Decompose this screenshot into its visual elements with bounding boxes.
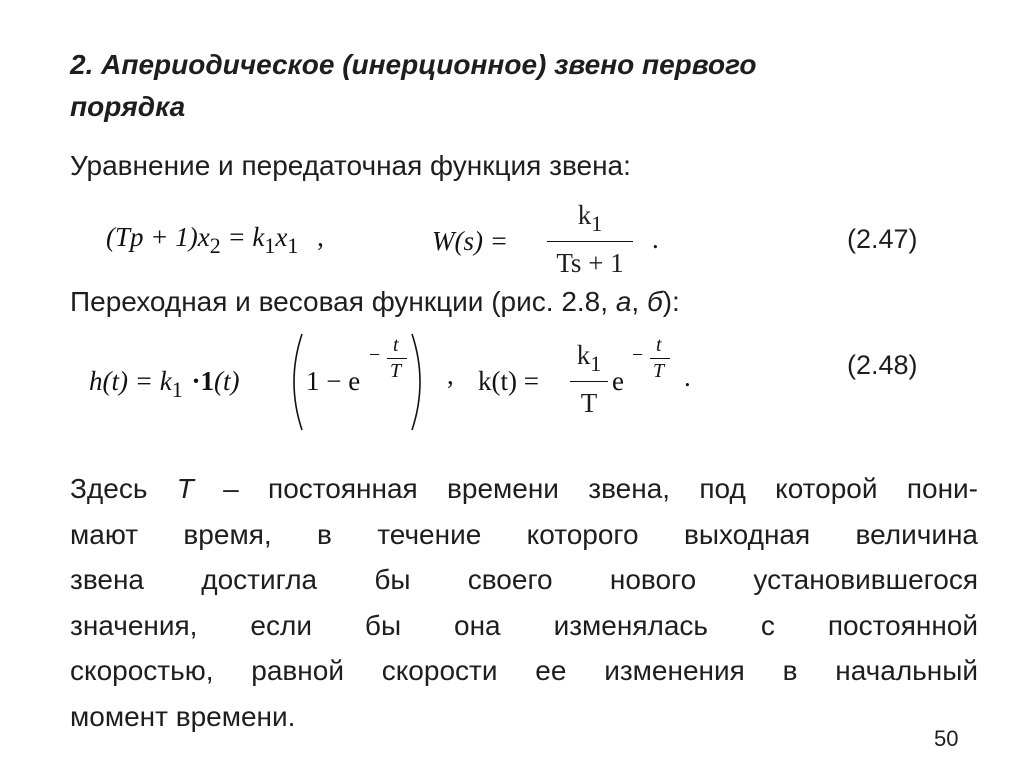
eq1-num: k xyxy=(577,200,592,230)
eq2-k-exp-num: t xyxy=(656,334,662,356)
definition-paragraph xyxy=(70,466,978,739)
eq1-comma: , xyxy=(317,222,324,252)
intro2-sep: , xyxy=(631,286,647,317)
equation-2-47-left xyxy=(106,222,324,258)
eq2-k-lhs: k(t) = xyxy=(478,366,539,396)
eq2-h-lhs: h(t) = k xyxy=(89,366,172,396)
intro-equation-text: Уравнение и передаточная функция звена: xyxy=(70,150,631,181)
eq1-lhs-sub: 2 xyxy=(209,233,221,258)
paragraph-line-1 xyxy=(70,466,978,512)
equation-number-2-47: (2.47) xyxy=(847,224,918,254)
eq1-lhs: (Tp + 1)x xyxy=(106,222,210,252)
paragraph-line1-post: – постоянная времени звена, под которой пони- xyxy=(193,473,978,504)
eq2-dot-op: · xyxy=(191,366,201,396)
eq1-x1-sub: 1 xyxy=(287,233,299,258)
equation-2-47-fraction xyxy=(547,200,633,290)
equation-2-47-w xyxy=(432,226,508,257)
eq1-fraction-bar xyxy=(547,241,633,242)
paragraph-line-6: момент времени. xyxy=(70,700,296,732)
eq1-x1: x xyxy=(275,222,288,252)
eq2-e: e xyxy=(612,366,624,396)
eq2-comma: , xyxy=(447,360,454,390)
slide-title-line2: порядка xyxy=(70,91,186,122)
eq2-k-exp-den: T xyxy=(653,360,665,382)
eq2-t-arg: (t) xyxy=(213,366,240,396)
eq1-dot: . xyxy=(652,224,659,254)
eq2-one: 1 xyxy=(200,366,214,396)
intro2-after: ): xyxy=(662,286,680,317)
paragraph-line-3: звена достигла бы своего нового установившегося xyxy=(70,564,978,595)
paragraph-line-4: значения, если бы она изменялась с постоянной xyxy=(70,609,978,641)
equation-number-2-48: (2.48) xyxy=(847,350,918,380)
intro2-before: Переходная и весовая функции (рис. 2.8, xyxy=(70,286,616,317)
eq2-exp-bar xyxy=(387,358,407,359)
intro-functions-text xyxy=(70,286,680,318)
eq1-num-sub: 1 xyxy=(591,211,603,236)
eq1-w-lhs: W(s) = xyxy=(432,226,508,256)
eq2-exp-den: T xyxy=(390,360,402,382)
eq2-inner: 1 − e xyxy=(306,366,361,396)
eq2-exp-minus: − xyxy=(369,344,381,366)
intro2-a: а xyxy=(615,286,632,317)
eq2-exp-num: t xyxy=(393,334,399,356)
paragraph-line1-pre: Здесь xyxy=(70,473,177,504)
eq2-dot: . xyxy=(684,362,691,392)
paragraph-line-5: скоростью, равной скорости ее изменения в начальный xyxy=(70,655,978,686)
eq2-k-exp-bar xyxy=(650,358,670,359)
slide-title xyxy=(70,44,950,128)
page-number: 50 xyxy=(934,726,959,751)
left-big-paren xyxy=(294,334,302,430)
paragraph-T: T xyxy=(176,473,194,504)
equation-2-48-k-fraction xyxy=(570,340,608,430)
eq2-k-num-sub: 1 xyxy=(590,351,602,376)
eq2-h-sub: 1 xyxy=(171,377,183,402)
intro2-b: б xyxy=(646,286,663,317)
eq2-k-den: T xyxy=(580,388,598,418)
eq1-mid-sub: 1 xyxy=(264,233,276,258)
paragraph-line-2: мают время, в течение которого выходная величина xyxy=(70,518,978,550)
eq1-den: Ts + 1 xyxy=(556,248,624,278)
slide-title-line1: 2. Апериодическое (инерционное) звено первого xyxy=(70,49,757,80)
eq2-k-fraction-bar xyxy=(570,381,608,382)
right-big-paren xyxy=(412,334,420,430)
eq2-k-exp-minus: − xyxy=(632,344,644,366)
eq2-k-num: k xyxy=(576,340,591,370)
equation-2-48-h xyxy=(89,366,240,402)
eq1-mid: = k xyxy=(220,222,265,252)
